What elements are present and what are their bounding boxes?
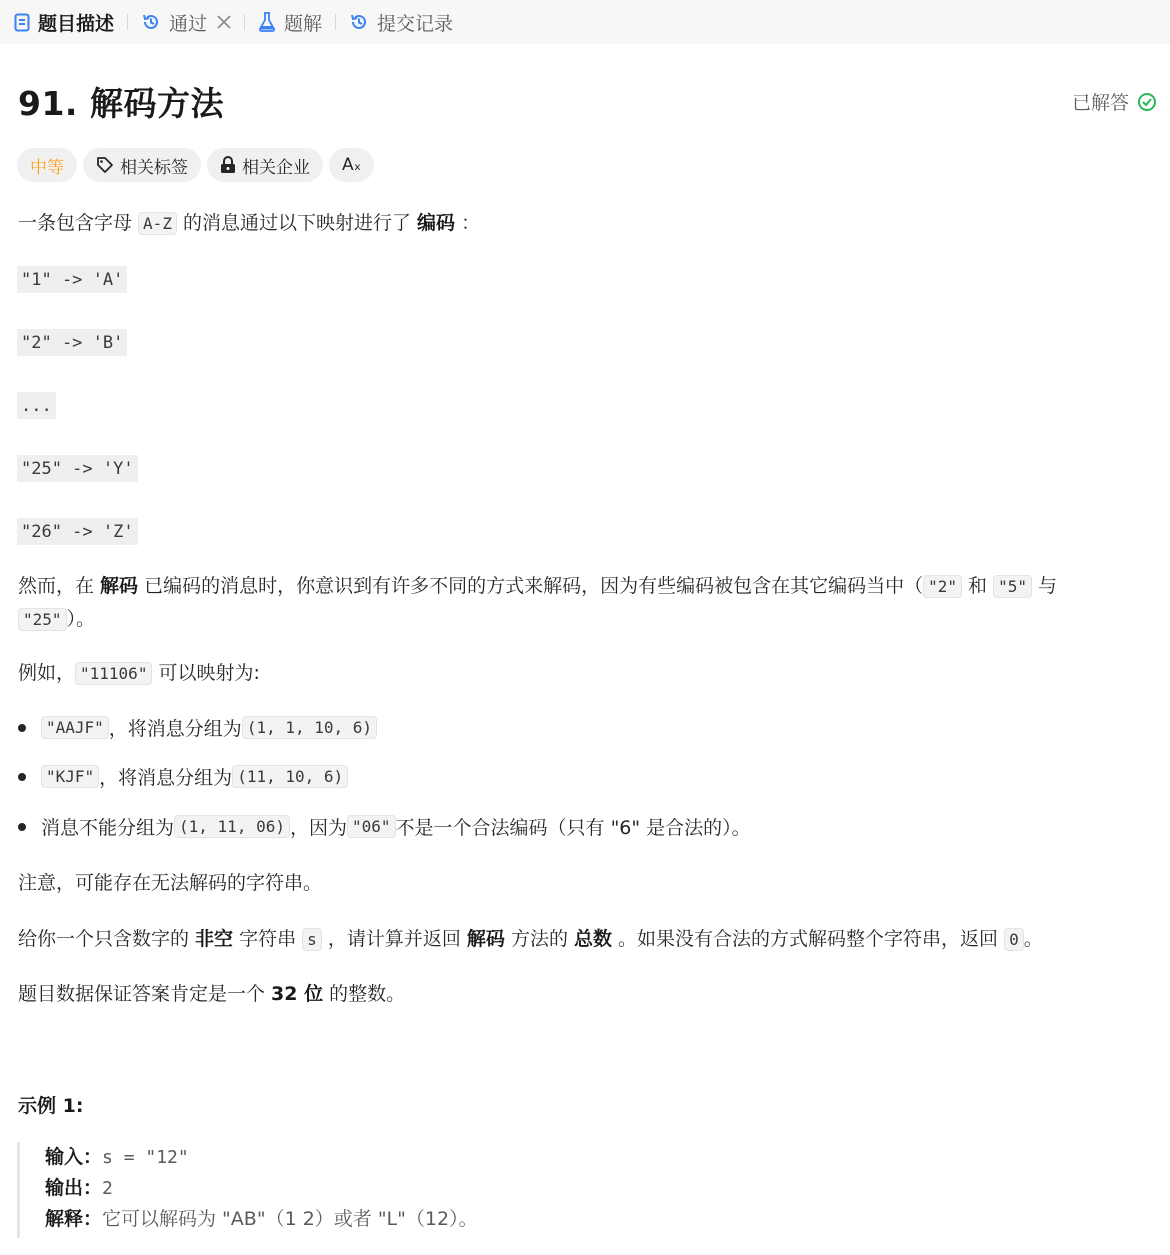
text: 和 xyxy=(962,575,994,597)
related-companies-label: 相关企业 xyxy=(242,157,310,178)
tab-label: 通过 xyxy=(169,12,208,35)
example-output xyxy=(45,1173,617,1204)
text: 与 xyxy=(1032,575,1058,597)
note-paragraph: 注意，可能存在无法解码的字符串。 xyxy=(18,872,323,894)
text: ）。 xyxy=(66,608,96,630)
inline-code: (11, 10, 6) xyxy=(232,765,348,788)
bold-text: 编码 xyxy=(417,212,456,234)
example-heading: 示例 1: xyxy=(18,1095,84,1117)
related-companies-button[interactable] xyxy=(207,148,323,182)
example-block xyxy=(17,1142,617,1238)
related-tags-label: 相关标签 xyxy=(120,157,188,178)
tab-bar xyxy=(0,0,1170,44)
text: 方法的 xyxy=(504,928,574,950)
tab-label: 题目描述 xyxy=(38,12,115,35)
bold-text: 解码 xyxy=(466,928,505,950)
example-explanation xyxy=(45,1204,617,1234)
text: ，将消息分组为 xyxy=(108,718,242,740)
text: 消息不能分组为 xyxy=(41,817,175,839)
input-label: 输入： xyxy=(45,1146,103,1168)
text: 然而，在 xyxy=(18,575,101,597)
inline-code: "11106" xyxy=(75,662,152,685)
bold-text: 32 位 xyxy=(271,983,324,1005)
related-tags-button[interactable] xyxy=(83,148,201,182)
text: 题目数据保证答案肯定是一个 xyxy=(18,983,272,1005)
tab-divider xyxy=(127,14,128,30)
text: 可以映射为: xyxy=(152,662,260,684)
mapping-line: "26" -> 'Z' xyxy=(17,518,138,545)
output-label: 输出： xyxy=(45,1177,103,1199)
inline-code: s xyxy=(302,928,322,951)
output-value: 2 xyxy=(102,1178,113,1199)
tag-row xyxy=(17,148,374,182)
intro-paragraph xyxy=(18,207,480,240)
list-item xyxy=(18,813,751,840)
list-item xyxy=(18,763,348,790)
text: 的消息通过以下映射进行了 xyxy=(176,212,418,234)
bullet-dot xyxy=(18,724,26,732)
text: ，因为 xyxy=(289,817,347,839)
problem-title: 91. 解码方法 xyxy=(18,84,224,123)
text: 一条包含字母 xyxy=(18,212,139,234)
guarantee-paragraph xyxy=(18,978,405,1010)
mapping-line: "25" -> 'Y' xyxy=(17,455,138,482)
text: 给你一个只含数字的 xyxy=(18,928,196,950)
decode-paragraph-line1 xyxy=(18,570,1057,603)
bullet-dot xyxy=(18,773,26,781)
task-paragraph xyxy=(18,923,1043,956)
mapping-line: "2" -> 'B' xyxy=(17,329,127,356)
inline-code: (1, 11, 06) xyxy=(174,815,290,838)
mapping-line: ... xyxy=(17,392,56,419)
solved-status xyxy=(1072,88,1157,115)
text: ： xyxy=(455,212,481,234)
text: ，将消息分组为 xyxy=(99,767,233,789)
lock-icon xyxy=(220,156,236,174)
inline-code: "25" xyxy=(18,608,67,631)
inline-code: "06" xyxy=(347,815,396,838)
tag-icon xyxy=(96,156,114,174)
difficulty-badge: 中等 xyxy=(17,148,77,182)
text: 。如果没有合法的方式解码整个字符串，返回 xyxy=(612,928,1005,950)
description-icon xyxy=(14,13,30,32)
list-item xyxy=(18,714,377,741)
text: 字符串 xyxy=(233,928,303,950)
input-value: s = "12" xyxy=(102,1147,189,1168)
solved-label: 已解答 xyxy=(1071,92,1129,114)
tab-solutions[interactable] xyxy=(258,2,322,42)
inline-code: A-Z xyxy=(138,212,177,235)
text: 不是一个合法编码（只有 "6" 是合法的）。 xyxy=(395,817,751,839)
explanation-label: 解释： xyxy=(45,1208,103,1230)
text: 。 xyxy=(1023,928,1043,950)
history-icon xyxy=(349,12,369,32)
inline-code: (1, 1, 10, 6) xyxy=(242,716,377,739)
tab-description[interactable] xyxy=(14,2,114,42)
history-icon xyxy=(141,12,161,32)
tab-accepted[interactable] xyxy=(141,2,231,42)
tab-label: 题解 xyxy=(284,12,323,35)
text: 例如， xyxy=(18,662,76,684)
decode-paragraph-line2 xyxy=(18,603,95,636)
inline-code: "KJF" xyxy=(41,765,99,788)
inline-code: "2" xyxy=(923,575,962,598)
bold-text: 总数 xyxy=(574,928,613,950)
mapping-line: "1" -> 'A' xyxy=(17,266,127,293)
inline-code: "5" xyxy=(993,575,1032,598)
text: 已编码的消息时，你意识到有许多不同的方式来解码，因为有些编码被包含在其它编码当中（ xyxy=(138,575,924,597)
tab-divider xyxy=(335,14,336,30)
bold-text: 解码 xyxy=(100,575,139,597)
explanation-value: 它可以解码为 "AB"（1 2）或者 "L"（12）。 xyxy=(102,1208,478,1230)
bold-text: 非空 xyxy=(195,928,234,950)
example-intro xyxy=(18,657,260,690)
text: ，请计算并返回 xyxy=(321,928,467,950)
text: 的整数。 xyxy=(323,983,406,1005)
bullet-dot xyxy=(18,823,26,831)
tab-divider xyxy=(244,14,245,30)
inline-code: "AAJF" xyxy=(41,716,109,739)
translate-icon: Aₓ xyxy=(342,155,362,175)
tab-submissions[interactable] xyxy=(349,2,453,42)
check-circle-icon xyxy=(1137,92,1157,112)
tab-label: 提交记录 xyxy=(377,12,454,35)
close-icon[interactable] xyxy=(217,15,231,29)
translate-button[interactable] xyxy=(329,148,374,182)
inline-code: 0 xyxy=(1004,928,1024,951)
flask-icon xyxy=(258,12,276,32)
example-input xyxy=(45,1142,617,1173)
